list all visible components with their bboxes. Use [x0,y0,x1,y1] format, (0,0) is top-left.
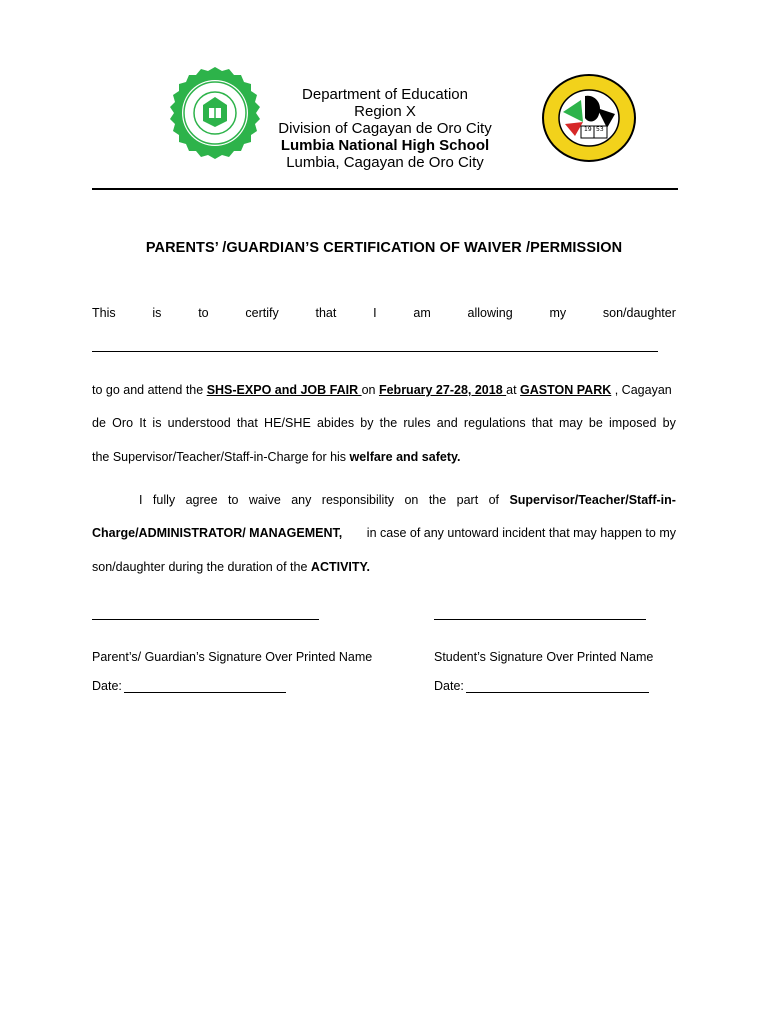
school-name: Lumbia National High School [280,137,490,154]
p1-pre-text: to go and attend the [92,383,207,397]
student-signature-field[interactable] [434,619,646,620]
paragraph-1-line-3 [92,450,676,464]
intro-word: to [198,306,209,320]
welfare-safety-text: welfare and safety. [349,450,461,464]
event-date: February 27-28, 2018 [378,383,507,397]
p2-word: part [456,493,479,507]
department-name: Department of Education [302,86,468,103]
region-name: Region X [354,103,416,120]
paragraph-2-line-1 [139,493,676,507]
intro-word: certify [245,306,279,320]
student-name-field[interactable] [92,351,658,352]
paragraph-2-line-2 [92,526,676,540]
p2-word: I [139,493,143,507]
student-date-label: Date: [434,679,464,693]
paragraph-1-line-2: de Oro It is understood that HE/SHE abides by the rules and regulations that may be imposed by [92,416,676,430]
deped-seal-year-right: 53 [596,126,604,133]
p1-after-text: , Cagayan [611,383,672,397]
p1-at-text: at [506,383,521,397]
letterhead-divider [92,188,678,190]
division-name: Division of Cagayan de Oro City [278,120,492,137]
p2-line2-text: in case of any untoward incident that may happen to my [363,526,676,540]
p2-word: the [428,493,447,507]
paragraph-2-line-3 [92,560,676,574]
intro-word: This [92,306,116,320]
p2-line3-text: son/daughter during the duration of the [92,560,311,574]
responsible-parties-text: Charge/ADMINISTRATOR/ MANAGEMENT, [92,526,343,540]
deped-seal-year-left: 19 [584,126,592,133]
letterhead-text [270,86,500,171]
activity-text: ACTIVITY. [310,560,370,574]
form-title: PARENTS’ /GUARDIAN’S CERTIFICATION OF WAIVER /PERMISSION [145,240,623,256]
parent-date-label: Date: [92,679,122,693]
school-seal-logo [166,66,264,160]
student-signature-label: Student’s Signature Over Printed Name [434,650,654,664]
p2-word: agree [185,493,218,507]
student-date-field[interactable] [466,692,649,693]
p2-word: waive [248,493,281,507]
p1-line3-text: the Supervisor/Teacher/Staff-in-Charge for his [92,450,350,464]
letterhead [0,0,768,200]
intro-word: my [549,306,567,320]
intro-word: son/daughter [602,306,676,320]
parent-signature-field[interactable] [92,619,319,620]
p2-word: on [404,493,419,507]
p2-word: fully [152,493,176,507]
p2-word: of [488,493,500,507]
p2-word: responsibility [321,493,395,507]
intro-line [92,306,676,320]
intro-word: is [152,306,162,320]
p2-word: to [227,493,239,507]
event-venue: GASTON PARK [520,383,612,397]
parent-signature-label: Parent’s/ Guardian’s Signature Over Printed Name [92,650,373,664]
intro-word: that [315,306,337,320]
parent-date-field[interactable] [124,692,286,693]
staff-in-charge-text: Supervisor/Teacher/Staff-in- [509,493,676,507]
event-name: SHS-EXPO and JOB FAIR [206,383,362,397]
intro-word: am [413,306,431,320]
paragraph-1-line-1 [92,383,676,397]
intro-word: allowing [467,306,513,320]
p2-word: any [291,493,312,507]
deped-division-seal-logo [540,72,638,164]
school-address: Lumbia, Cagayan de Oro City [286,154,484,171]
intro-word: I [373,306,377,320]
p1-on-text: on [361,383,379,397]
